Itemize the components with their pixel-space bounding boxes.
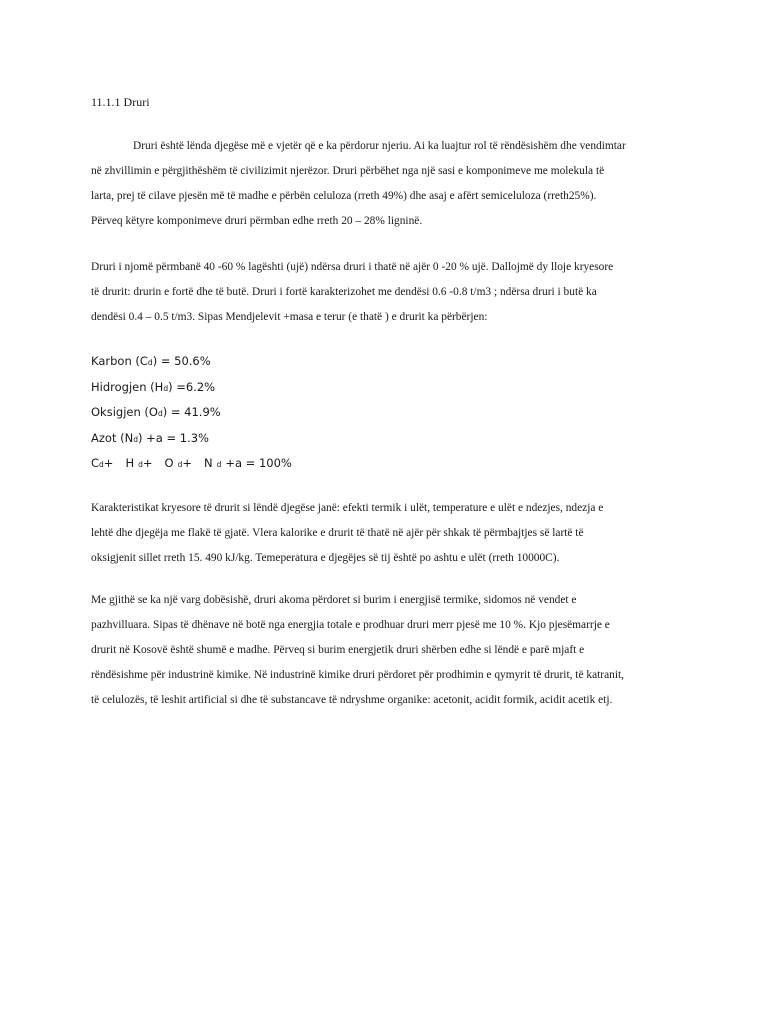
text-line: pazhvilluara. Sipas të dhënave në botë nga energjia totale e prodhuar druri merr pjesë me 10 %. Kjo pjesëmarrje e: [91, 619, 610, 631]
text-line: dendësi 0.4 – 0.5 t/m3. Sipas Mendjelevit +masa e terur (e thatë ) e drurit ka përbërjen:: [91, 311, 488, 323]
text-line: të drurit: drurin e fortë dhe të butë. Druri i fortë karakterizohet me dendësi 0.6 -0.8 t/m3 ; ndërsa druri i butë ka: [91, 286, 597, 298]
text-line: rëndësishme për industrinë kimike. Në industrinë kimike druri përdoret për prodhimin e qymyrit të drurit, të katranit,: [91, 669, 625, 681]
formula-label: Karbon (C: [91, 354, 148, 368]
sum-n-subscript: d: [216, 460, 222, 469]
formula-label: Oksigjen (O: [91, 405, 158, 419]
formula-value: ) +a = 1.3%: [137, 430, 209, 445]
sum-h-subscript: d: [138, 460, 143, 469]
sum-c-subscript: d: [99, 460, 104, 469]
formula-subscript: d: [147, 358, 153, 367]
text-line: drurit në Kosovë është shumë e madhe. Përveq si burim energjetik druri shërben edhe si lëndë e parë mjaft e: [91, 644, 585, 656]
formula-label: Azot (N: [91, 430, 134, 445]
composition-list: [91, 349, 292, 477]
formula-value: ) = 41.9%: [162, 405, 221, 419]
text-line: Me gjithë se ka një varg dobësishë, druri akoma përdoret si burim i energjisë termike, sidomos në vendet e: [91, 594, 577, 606]
sum-o: O: [164, 456, 174, 470]
formula-subscript: d: [163, 383, 169, 393]
text-line: në zhvillimin e përgjithëshëm të civilizimit njerëzor. Druri përbëhet nga një sasi e komponimeve me molekula të: [91, 165, 605, 177]
paragraph-characteristics: [91, 496, 683, 571]
sum-o-subscript: d: [177, 460, 183, 469]
text-line: të celulozës, të leshit artificial si dhe të substancave të ndryshme organike: acetonit, acidit formik, acidit acetik etj.: [91, 694, 613, 706]
sum-total: +a = 100%: [225, 456, 292, 470]
sum-n: N: [203, 456, 213, 470]
text-line: Druri i njomë përmbanë 40 -60 % lagështi (ujë) ndërsa druri i thatë në ajër 0 -20 % ujë. Dallojmë dy lloje kryesore: [91, 261, 614, 273]
composition-carbon: [91, 349, 292, 375]
composition-nitrogen: [91, 426, 292, 452]
formula-label: Hidrogjen (H: [91, 379, 164, 394]
text-line: larta, prej të cilave pjesën më të madhe e përbën celuloza (rreth 49%) dhe asaj e afërt semiceluloza (rreth25%).: [91, 190, 597, 202]
sum-plus: +: [182, 456, 192, 470]
text-line: Karakteristikat kryesore të drurit si lëndë djegëse janë: efekti termik i ulët, temperature e ulët e ndezjes, ndezja e: [91, 502, 604, 514]
paragraph-usage: [91, 588, 683, 713]
text-line: Druri është lënda djegëse më e vjetër që e ka përdorur njeriu. Ai ka luajtur rol të rëndësishëm dhe vendimtar: [133, 140, 626, 152]
text-line: oksigjenit sillet rreth 15. 490 kJ/kg. Temeperatura e djegëjes së tij është po ashtu e ulët (rreth 10000C).: [91, 552, 560, 564]
formula-value: ) =6.2%: [168, 379, 216, 394]
composition-oxygen: [91, 400, 292, 426]
paragraph-moisture: [91, 255, 683, 330]
composition-hydrogen: [91, 375, 292, 401]
text-line: Përveq këtyre komponimeve druri përmban edhe rreth 20 – 28% ligninë.: [91, 215, 423, 227]
formula-subscript: d: [157, 409, 163, 418]
section-heading: 11.1.1 Druri: [91, 95, 150, 109]
sum-plus: +: [142, 456, 153, 470]
sum-plus: +: [103, 456, 114, 470]
text-line: lehtë dhe djegëja me flakë të gjatë. Vlera kalorike e drurit të thatë në ajër për shkak të përmbajtjes së lartë të: [91, 527, 584, 539]
paragraph-intro: [91, 134, 683, 234]
formula-subscript: d: [133, 434, 138, 444]
sum-h: H: [125, 456, 135, 470]
sum-c: C: [91, 456, 100, 470]
formula-value: ) = 50.6%: [152, 354, 211, 368]
composition-sum: [91, 451, 292, 477]
